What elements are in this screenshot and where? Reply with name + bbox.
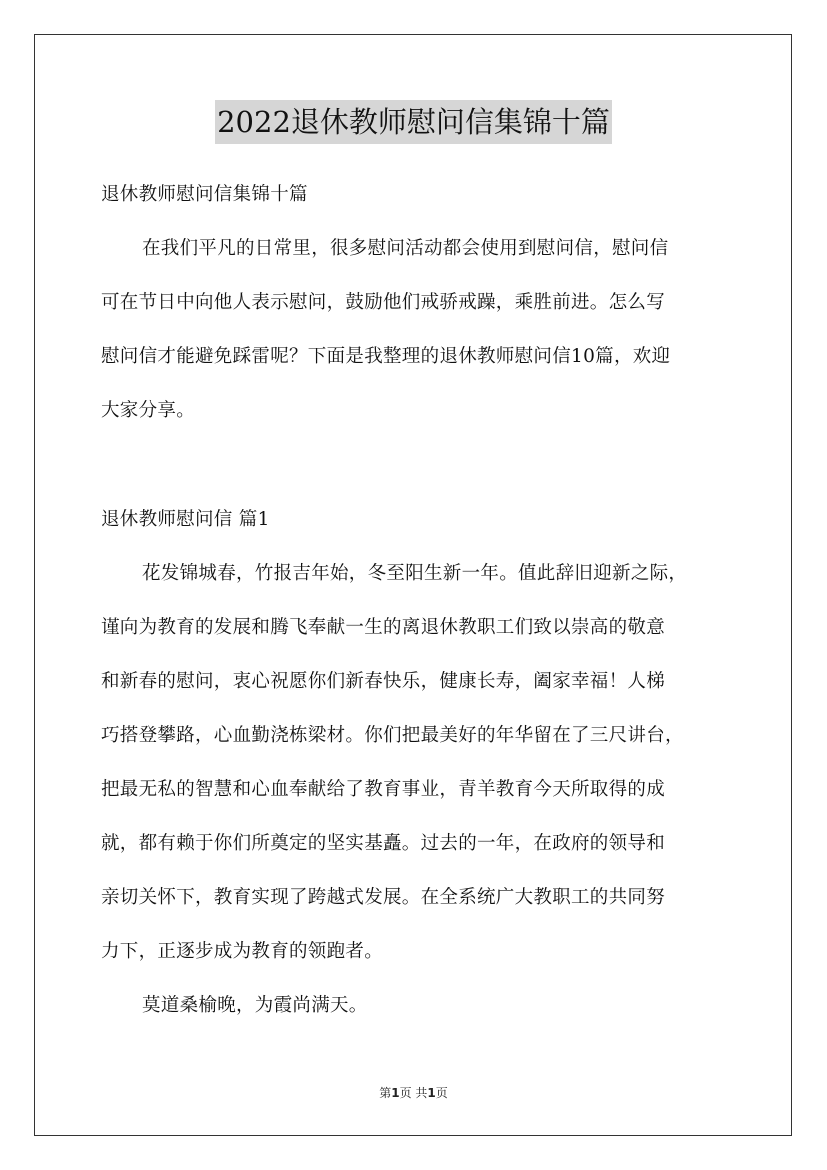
body-line-5: 把最无私的智慧和心血奉献给了教育事业，青羊教育今天所取得的成 xyxy=(101,779,666,800)
body-line-8: 力下，正逐步成为教育的领跑者。 xyxy=(101,941,384,962)
intro-line-3: 慰问信才能避免踩雷呢？下面是我整理的退休教师慰问信10篇，欢迎 xyxy=(101,346,671,367)
footer-prefix: 第 xyxy=(379,1086,392,1100)
section-heading: 退休教师慰问信 篇1 xyxy=(101,509,270,530)
body-line-3: 和新春的慰问，衷心祝愿你们新春快乐，健康长寿，阖家幸福！人梯 xyxy=(101,671,666,692)
intro-line-2: 可在节日中向他人表示慰问，鼓励他们戒骄戒躁，乘胜前进。怎么写 xyxy=(101,292,666,313)
body-line-4: 巧搭登攀路，心血勤浇栋梁材。你们把最美好的年华留在了三尺讲台， xyxy=(101,725,684,746)
footer-page-number: 1 xyxy=(391,1086,400,1100)
body-line-7: 亲切关怀下，教育实现了跨越式发展。在全系统广大教职工的共同努 xyxy=(101,887,666,908)
footer-total-pages: 1 xyxy=(427,1086,436,1100)
intro-line-1: 在我们平凡的日常里，很多慰问活动都会使用到慰问信，慰问信 xyxy=(142,238,669,259)
document-title: 2022退休教师慰问信集锦十篇 xyxy=(215,100,612,144)
footer-suffix: 页 xyxy=(435,1086,448,1100)
body-line-1: 花发锦城春，竹报吉年始，冬至阳生新一年。值此辞旧迎新之际， xyxy=(142,563,688,584)
footer-mid: 页 共 xyxy=(399,1086,428,1100)
title-container xyxy=(0,100,827,144)
intro-line-4: 大家分享。 xyxy=(101,400,196,421)
body-line-6: 就，都有赖于你们所奠定的坚实基矗。过去的一年，在政府的领导和 xyxy=(101,833,666,854)
closing-line: 莫道桑榆晚，为霞尚满天。 xyxy=(142,995,368,1016)
page-footer xyxy=(0,1084,827,1101)
body-line-2: 谨向为教育的发展和腾飞奉献一生的离退休教职工们致以崇高的敬意 xyxy=(101,617,666,638)
document-subtitle: 退休教师慰问信集锦十篇 xyxy=(101,184,308,205)
